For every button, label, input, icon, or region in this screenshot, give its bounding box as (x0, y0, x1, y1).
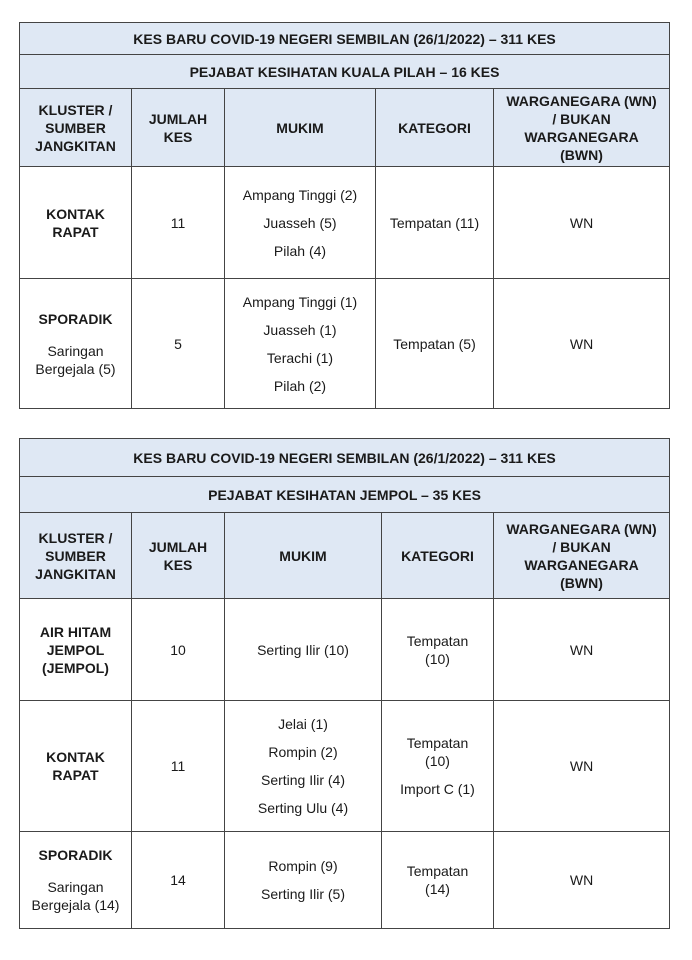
wn-cell: WN (494, 279, 670, 409)
col-header-jumlah: JUMLAH KES (132, 513, 225, 599)
table-subtitle: PEJABAT KESIHATAN JEMPOL – 35 KES (20, 477, 670, 513)
col-header-wn: WARGANEGARA (WN) / BUKAN WARGANEGARA (BWN) (494, 513, 670, 599)
mukim-cell: Serting Ilir (10) (225, 599, 382, 701)
col-header-mukim: MUKIM (225, 89, 376, 167)
kategori-cell: Tempatan (14) (382, 832, 494, 929)
jumlah-cell: 14 (132, 832, 225, 929)
kluster-cell: KONTAK RAPAT (20, 701, 132, 832)
jumlah-cell: 10 (132, 599, 225, 701)
table-title: KES BARU COVID-19 NEGERI SEMBILAN (26/1/2022) – 311 KES (20, 439, 670, 477)
wn-cell: WN (494, 167, 670, 279)
mukim-cell: Ampang Tinggi (2) Juasseh (5) Pilah (4) (225, 167, 376, 279)
col-header-kategori: KATEGORI (376, 89, 494, 167)
jumlah-cell: 11 (132, 167, 225, 279)
kategori-cell: Tempatan (5) (376, 279, 494, 409)
jumlah-cell: 5 (132, 279, 225, 409)
table-row (20, 279, 670, 409)
mukim-cell: Ampang Tinggi (1) Juasseh (1) Terachi (1) Pilah (2) (225, 279, 376, 409)
jumlah-cell: 11 (132, 701, 225, 832)
kluster-cell: KONTAK RAPAT (20, 167, 132, 279)
table-row (20, 599, 670, 701)
table-row (20, 167, 670, 279)
table-jempol (19, 438, 670, 929)
kategori-cell: Tempatan (11) (376, 167, 494, 279)
kategori-cell: Tempatan (10) (382, 599, 494, 701)
col-header-mukim: MUKIM (225, 513, 382, 599)
table-row (20, 832, 670, 929)
table-row (20, 701, 670, 832)
table-title: KES BARU COVID-19 NEGERI SEMBILAN (26/1/2022) – 311 KES (20, 23, 670, 55)
wn-cell: WN (494, 599, 670, 701)
col-header-kategori: KATEGORI (382, 513, 494, 599)
wn-cell: WN (494, 832, 670, 929)
wn-cell: WN (494, 701, 670, 832)
kategori-cell: Tempatan (10) Import C (1) (382, 701, 494, 832)
col-header-jumlah: JUMLAH KES (132, 89, 225, 167)
mukim-cell: Rompin (9) Serting Ilir (5) (225, 832, 382, 929)
col-header-wn: WARGANEGARA (WN) / BUKAN WARGANEGARA (BWN) (494, 89, 670, 167)
col-header-kluster: KLUSTER / SUMBER JANGKITAN (20, 89, 132, 167)
kluster-cell: AIR HITAM JEMPOL (JEMPOL) (20, 599, 132, 701)
kluster-cell: SPORADIK Saringan Bergejala (5) (20, 279, 132, 409)
mukim-cell: Jelai (1) Rompin (2) Serting Ilir (4) Serting Ulu (4) (225, 701, 382, 832)
col-header-kluster: KLUSTER / SUMBER JANGKITAN (20, 513, 132, 599)
table-kuala-pilah (19, 22, 670, 409)
kluster-cell: SPORADIK Saringan Bergejala (14) (20, 832, 132, 929)
table-subtitle: PEJABAT KESIHATAN KUALA PILAH – 16 KES (20, 55, 670, 89)
